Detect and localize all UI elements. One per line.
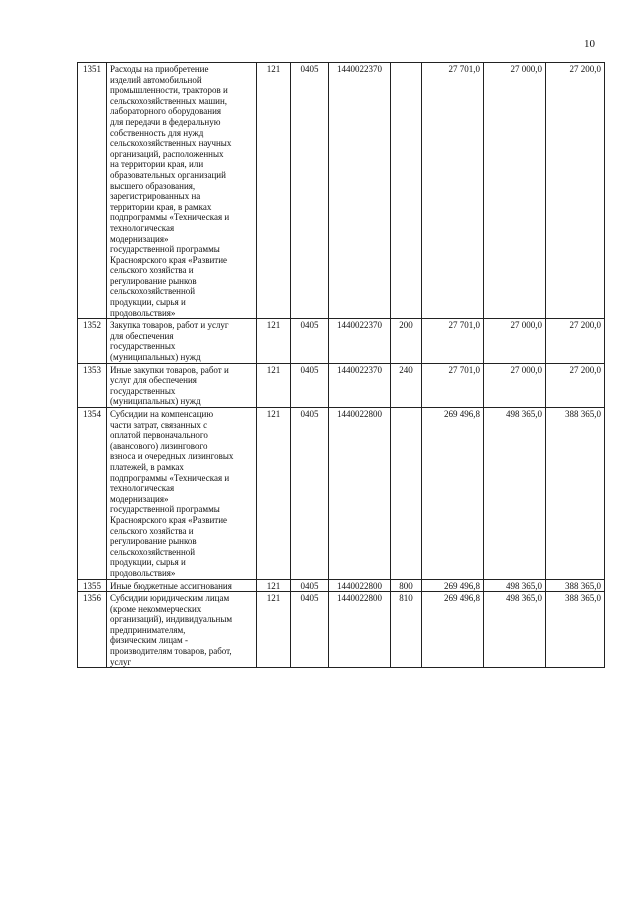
target-code: 1440022370: [329, 363, 391, 407]
sum-year-2: 498 365,0: [484, 408, 546, 580]
row-name-text: Расходы на приобретение изделий автомобильной промышленности, тракторов и сельскохозяйственных машин, лабораторного оборудования для передачи в федеральную собственность для нужд сельскохозяйственных научных организаций, расположенных на территории края, или образовательных организаций высшего образования, зарегистрированных на территории края, в рамках подпрограммы «Техническая и технологическая модернизация» государственной программы Красноярского края «Развитие сельского хозяйства и регулирование рынков сельскохозяйственной продукции, сырья и продовольствия»: [110, 64, 232, 318]
sum-year-3: 27 200,0: [546, 63, 605, 319]
row-number: 1354: [78, 408, 107, 580]
row-name: [107, 363, 257, 407]
ministry-code: 121: [257, 363, 291, 407]
ministry-code: 121: [257, 319, 291, 363]
table-row: [78, 592, 605, 668]
row-name: [107, 579, 257, 592]
sum-year-2: 27 000,0: [484, 319, 546, 363]
table-row: [78, 579, 605, 592]
sum-year-2: 498 365,0: [484, 592, 546, 668]
sum-year-3: 388 365,0: [546, 579, 605, 592]
target-code: 1440022370: [329, 63, 391, 319]
row-number: 1351: [78, 63, 107, 319]
target-code: 1440022800: [329, 579, 391, 592]
row-name: [107, 408, 257, 580]
sum-year-1: 269 496,8: [422, 579, 484, 592]
row-name-text: Иные закупки товаров, работ и услуг для обеспечения государственных (муниципальных) нужд: [110, 364, 229, 407]
sum-year-1: 27 701,0: [422, 63, 484, 319]
sum-year-3: 27 200,0: [546, 363, 605, 407]
expense-type-code: 200: [391, 319, 422, 363]
sum-year-3: 27 200,0: [546, 319, 605, 363]
sum-year-2: 498 365,0: [484, 579, 546, 592]
target-code: 1440022370: [329, 319, 391, 363]
sum-year-2: 27 000,0: [484, 363, 546, 407]
sum-year-3: 388 365,0: [546, 592, 605, 668]
ministry-code: 121: [257, 592, 291, 668]
row-name-text: Иные бюджетные ассигнования: [110, 580, 232, 591]
page-number: 10: [584, 38, 595, 50]
row-number: 1352: [78, 319, 107, 363]
expense-type-code: 810: [391, 592, 422, 668]
sum-year-1: 269 496,8: [422, 408, 484, 580]
section-code: 0405: [291, 579, 329, 592]
sum-year-1: 269 496,8: [422, 592, 484, 668]
target-code: 1440022800: [329, 592, 391, 668]
sum-year-3: 388 365,0: [546, 408, 605, 580]
row-name-text: Закупка товаров, работ и услуг для обеспечения государственных (муниципальных) нужд: [110, 320, 229, 363]
section-code: 0405: [291, 63, 329, 319]
ministry-code: 121: [257, 579, 291, 592]
sum-year-2: 27 000,0: [484, 63, 546, 319]
row-number: 1356: [78, 592, 107, 668]
table-row: [78, 63, 605, 319]
target-code: 1440022800: [329, 408, 391, 580]
table-row: [78, 363, 605, 407]
table-row: [78, 319, 605, 363]
row-number: 1353: [78, 363, 107, 407]
sum-year-1: 27 701,0: [422, 363, 484, 407]
ministry-code: 121: [257, 408, 291, 580]
sum-year-1: 27 701,0: [422, 319, 484, 363]
row-name: [107, 592, 257, 668]
budget-table: [77, 62, 605, 668]
row-name-text: Субсидии юридическим лицам (кроме некоммерческих организаций), индивидуальным предпринимателям, физическим лицам - производителям товаров, работ, услуг: [110, 593, 233, 667]
section-code: 0405: [291, 408, 329, 580]
section-code: 0405: [291, 319, 329, 363]
section-code: 0405: [291, 592, 329, 668]
table-row: [78, 408, 605, 580]
expense-type-code: 240: [391, 363, 422, 407]
row-number: 1355: [78, 579, 107, 592]
row-name: [107, 319, 257, 363]
ministry-code: 121: [257, 63, 291, 319]
expense-type-code: 800: [391, 579, 422, 592]
expense-type-code: [391, 408, 422, 580]
expense-type-code: [391, 63, 422, 319]
row-name-text: Субсидии на компенсацию части затрат, связанных с оплатой первоначального (авансового) лизингового взноса и очередных лизинговых платежей, в рамках подпрограммы «Техническая и технологическая модернизация» государственной программы Красноярского края «Развитие сельского хозяйства и регулирование рынков сельскохозяйственной продукции, сырья и продовольствия»: [110, 409, 234, 578]
section-code: 0405: [291, 363, 329, 407]
row-name: [107, 63, 257, 319]
